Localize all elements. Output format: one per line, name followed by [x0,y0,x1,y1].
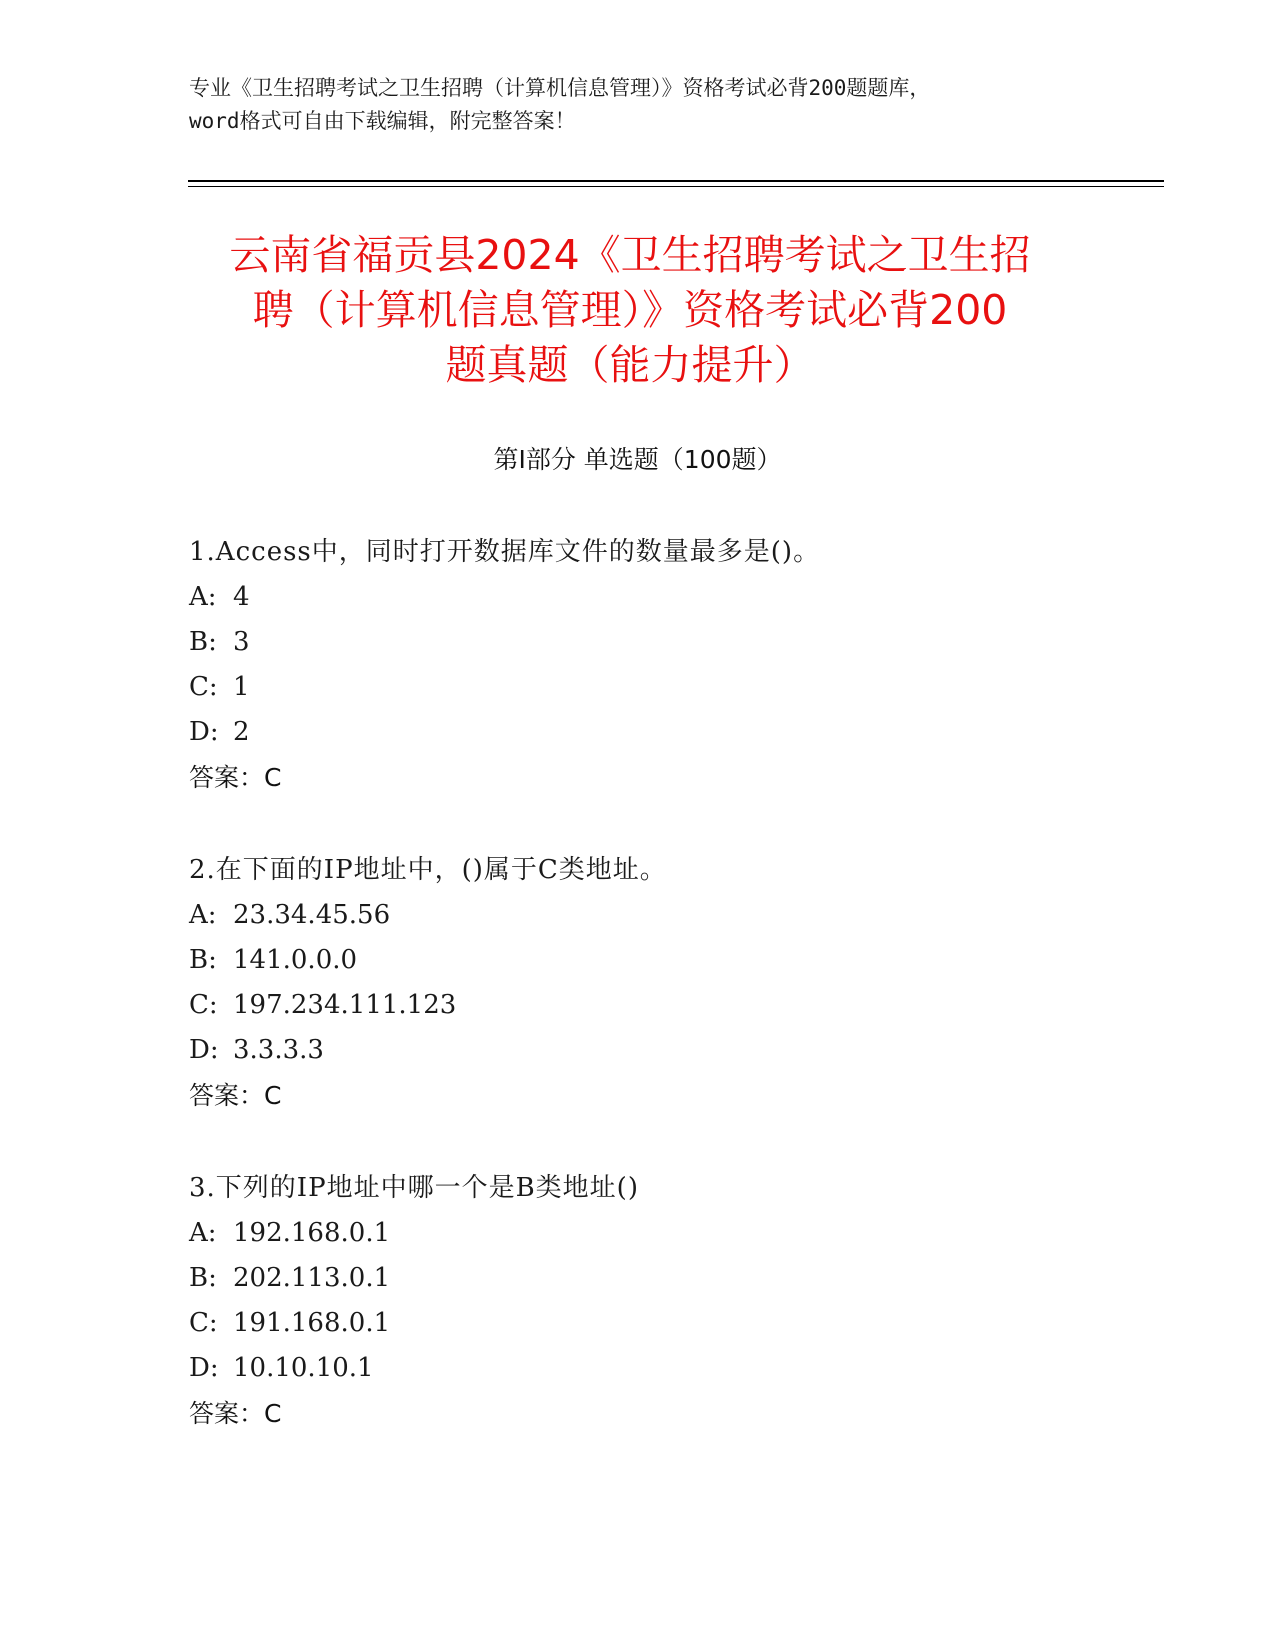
option-b [189,620,1189,665]
section-heading: 第Ⅰ部分 单选题（100题） [493,445,782,474]
option-key: A: [189,1218,217,1248]
question-stem: 1.Access中，同时打开数据库文件的数量最多是()。 [189,537,821,567]
option-d [189,1028,1189,1073]
option-key: A: [189,900,217,930]
header-note-line-1: 专业《卫生招聘考试之卫生招聘（计算机信息管理）》资格考试必背200题题库， [189,76,931,100]
question-item [189,530,1189,800]
answer-line: 答案：C [189,1399,282,1428]
option-text: 3 [233,627,250,657]
option-text: 191.168.0.1 [233,1308,391,1338]
header-divider-thick [188,180,1164,182]
title-line-3: 题真题（能力提升） [445,341,815,389]
option-text: 2 [233,717,250,747]
option-text: 3.3.3.3 [233,1035,324,1065]
option-text: 197.234.111.123 [233,990,457,1020]
option-b [189,1256,1189,1301]
option-key: C: [189,990,218,1020]
option-a [189,575,1189,620]
option-c [189,1301,1189,1346]
header-divider-thin [188,186,1164,187]
option-key: A: [189,582,217,612]
option-b [189,938,1189,983]
header-note-line-2: word格式可自由下载编辑，附完整答案！ [189,109,576,133]
option-key: D: [189,717,219,747]
option-key: C: [189,1308,218,1338]
title-line-1: 云南省福贡县2024《卫生招聘考试之卫生招 [229,231,1031,279]
question-item [189,1166,1189,1436]
option-key: B: [189,945,217,975]
option-key: C: [189,672,218,702]
question-list [189,530,1189,1484]
option-a [189,1211,1189,1256]
option-text: 192.168.0.1 [233,1218,391,1248]
title-line-2: 聘（计算机信息管理）》资格考试必背200 [252,286,1008,334]
option-text: 1 [233,672,250,702]
option-key: B: [189,1263,217,1293]
option-c [189,983,1189,1028]
question-item [189,848,1189,1118]
option-text: 141.0.0.0 [233,945,358,975]
option-d [189,1346,1189,1391]
option-c [189,665,1189,710]
header-note [189,72,1089,138]
answer-line: 答案：C [189,763,282,792]
option-a [189,893,1189,938]
document-title [160,228,1100,393]
option-key: D: [189,1035,219,1065]
option-text: 23.34.45.56 [233,900,391,930]
option-text: 202.113.0.1 [233,1263,391,1293]
option-key: B: [189,627,217,657]
option-text: 4 [233,582,250,612]
option-text: 10.10.10.1 [233,1353,374,1383]
question-stem: 3.下列的IP地址中哪一个是B类地址() [189,1173,639,1203]
answer-line: 答案：C [189,1081,282,1110]
option-d [189,710,1189,755]
question-stem: 2.在下面的IP地址中，()属于C类地址。 [189,855,667,885]
option-key: D: [189,1353,219,1383]
